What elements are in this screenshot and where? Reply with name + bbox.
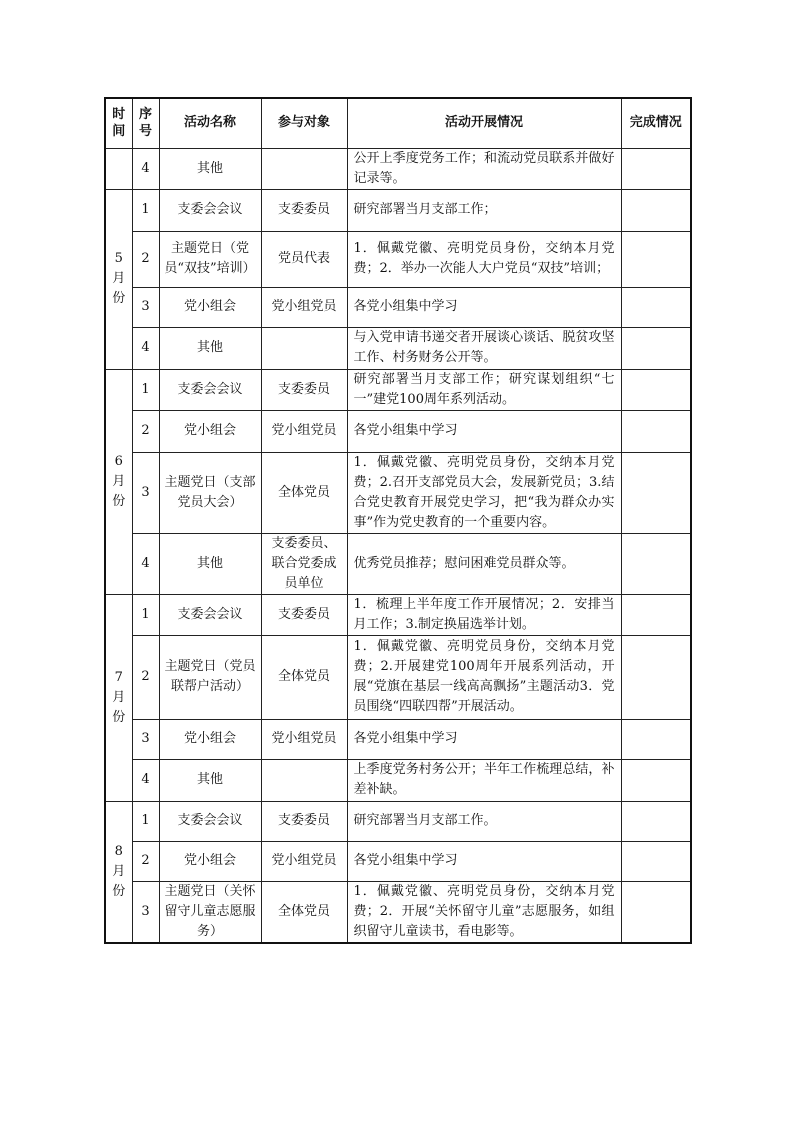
seq-cell: 2 [132,410,159,452]
seq-cell: 1 [132,369,159,410]
participants-cell: 支委委员 [261,594,347,635]
table-row [105,759,691,801]
month-cell [105,148,132,189]
seq-cell: 3 [132,881,159,943]
month-cell: 8月份 [105,801,132,943]
seq-cell: 1 [132,189,159,231]
activity-name-cell: 主题党日（党员“双技”培训） [159,231,261,287]
completion-cell [621,719,691,759]
month-cell: 7月份 [105,594,132,801]
seq-cell: 2 [132,841,159,881]
details-cell: 各党小组集中学习 [347,719,621,759]
activity-name-cell: 其他 [159,759,261,801]
header-participants: 参与对象 [261,98,347,148]
details-cell: 优秀党员推荐；慰问困难党员群众等。 [347,533,621,594]
participants-cell: 党小组党员 [261,410,347,452]
header-completion: 完成情况 [621,98,691,148]
details-cell: 1．梳理上半年度工作开展情况；2．安排当月工作；3.制定换届选举计划。 [347,594,621,635]
completion-cell [621,594,691,635]
header-seq: 序号 [132,98,159,148]
table-row [105,801,691,841]
month-cell: 6月份 [105,369,132,594]
activity-name-cell: 支委会会议 [159,189,261,231]
seq-cell: 2 [132,231,159,287]
completion-cell [621,841,691,881]
participants-cell: 支委委员 [261,369,347,410]
details-cell: 1．佩戴党徽、亮明党员身份，交纳本月党费；2.开展建党100周年开展系列活动，开展“党旗在基层一线高高飘扬”主题活动3．党员围绕“四联四帮”开展活动。 [347,635,621,719]
activity-plan-table [104,97,692,944]
participants-cell: 党员代表 [261,231,347,287]
participants-cell: 全体党员 [261,635,347,719]
seq-cell: 2 [132,635,159,719]
table-row [105,533,691,594]
table-row [105,189,691,231]
table-row [105,231,691,287]
completion-cell [621,635,691,719]
table-row [105,148,691,189]
activity-name-cell: 支委会会议 [159,369,261,410]
details-cell: 研究部署当月支部工作； [347,189,621,231]
completion-cell [621,533,691,594]
completion-cell [621,189,691,231]
completion-cell [621,759,691,801]
table-body [105,148,691,943]
activity-name-cell: 其他 [159,533,261,594]
seq-cell: 4 [132,533,159,594]
table-row [105,327,691,369]
header-row [105,98,691,148]
activity-name-cell: 支委会会议 [159,594,261,635]
table-row [105,452,691,533]
table-row [105,841,691,881]
details-cell: 1．佩戴党徽、亮明党员身份，交纳本月党费；2.召开支部党员大会，发展新党员；3.结合党史教育开展党史学习，把“我为群众办实事”作为党史教育的一个重要内容。 [347,452,621,533]
participants-cell [261,759,347,801]
table-row [105,594,691,635]
activity-name-cell: 主题党日（支部党员大会） [159,452,261,533]
participants-cell: 党小组党员 [261,841,347,881]
activity-name-cell: 党小组会 [159,287,261,327]
details-cell: 上季度党务村务公开；半年工作梳理总结，补差补缺。 [347,759,621,801]
activity-name-cell: 其他 [159,327,261,369]
participants-cell: 支委委员、联合党委成员单位 [261,533,347,594]
details-cell: 1．佩戴党徽、亮明党员身份，交纳本月党费；2．举办一次能人大户党员“双技”培训； [347,231,621,287]
completion-cell [621,369,691,410]
seq-cell: 1 [132,801,159,841]
month-cell: 5月份 [105,189,132,369]
details-cell: 各党小组集中学习 [347,410,621,452]
details-cell: 各党小组集中学习 [347,841,621,881]
header-name: 活动名称 [159,98,261,148]
seq-cell: 3 [132,719,159,759]
details-cell: 与入党申请书递交者开展谈心谈话、脱贫攻坚工作、村务财务公开等。 [347,327,621,369]
activity-name-cell: 支委会会议 [159,801,261,841]
details-cell: 公开上季度党务工作；和流动党员联系并做好记录等。 [347,148,621,189]
header-time: 时间 [105,98,132,148]
completion-cell [621,231,691,287]
participants-cell: 全体党员 [261,452,347,533]
seq-cell: 4 [132,148,159,189]
table-row [105,287,691,327]
completion-cell [621,287,691,327]
table-row [105,410,691,452]
participants-cell: 支委委员 [261,189,347,231]
details-cell: 1．佩戴党徽、亮明党员身份，交纳本月党费；2．开展“关怀留守儿童”志愿服务，如组织留守儿童读书，看电影等。 [347,881,621,943]
participants-cell: 全体党员 [261,881,347,943]
participants-cell [261,327,347,369]
table-row [105,369,691,410]
completion-cell [621,881,691,943]
completion-cell [621,801,691,841]
table-row [105,719,691,759]
completion-cell [621,410,691,452]
activity-name-cell: 党小组会 [159,719,261,759]
seq-cell: 3 [132,287,159,327]
activity-name-cell: 党小组会 [159,841,261,881]
seq-cell: 3 [132,452,159,533]
activity-name-cell: 主题党日（关怀留守儿童志愿服务） [159,881,261,943]
participants-cell [261,148,347,189]
details-cell: 各党小组集中学习 [347,287,621,327]
activity-name-cell: 主题党日（党员联帮户活动） [159,635,261,719]
table-row [105,881,691,943]
seq-cell: 1 [132,594,159,635]
completion-cell [621,327,691,369]
completion-cell [621,148,691,189]
table-row [105,635,691,719]
activity-name-cell: 其他 [159,148,261,189]
completion-cell [621,452,691,533]
participants-cell: 党小组党员 [261,287,347,327]
participants-cell: 党小组党员 [261,719,347,759]
seq-cell: 4 [132,327,159,369]
details-cell: 研究部署当月支部工作；研究谋划组织“七一”建党100周年系列活动。 [347,369,621,410]
details-cell: 研究部署当月支部工作。 [347,801,621,841]
activity-name-cell: 党小组会 [159,410,261,452]
seq-cell: 4 [132,759,159,801]
participants-cell: 支委委员 [261,801,347,841]
header-details: 活动开展情况 [347,98,621,148]
